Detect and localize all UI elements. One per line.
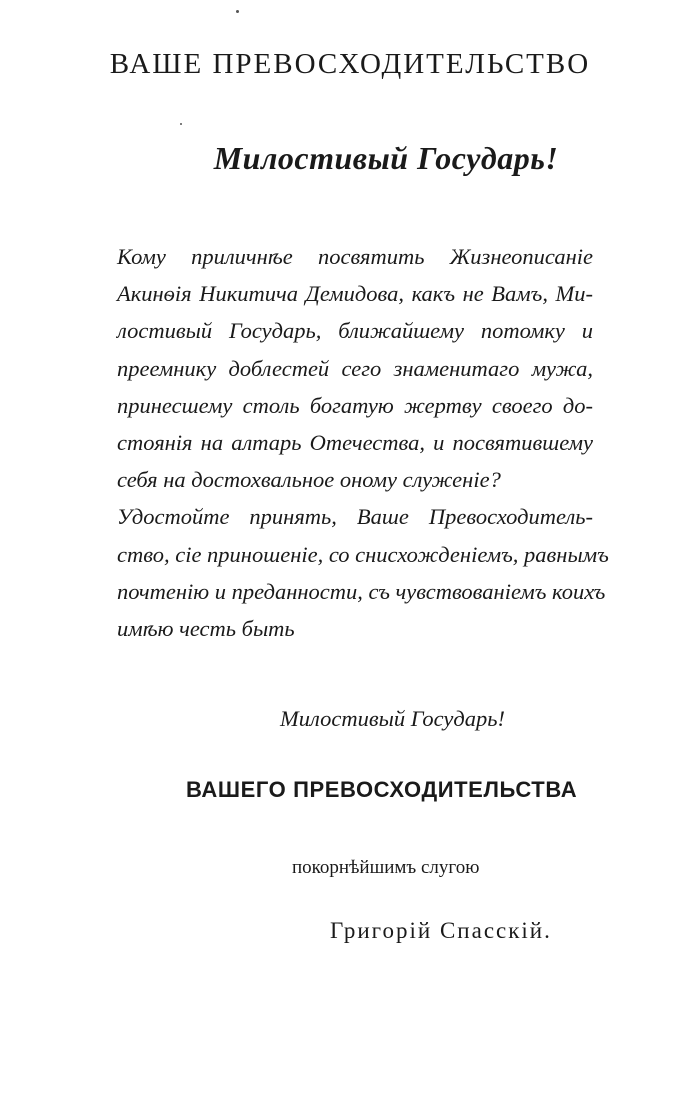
closing-title: ВАШЕГО ПРЕВОСХОДИТЕЛЬСТВА [186, 777, 578, 802]
body-line: ство, сіе приношеніе, со снисхожденіемъ, равнымъ [117, 541, 609, 567]
body-line: Удостойте принять, Ваше Превосходитель- [117, 504, 593, 530]
body-line: Акинѳія Никитича Демидова, какъ не Вамъ, Ми- [117, 281, 593, 307]
body-line: имѣю честь быть [117, 615, 295, 641]
ink-speck [236, 10, 239, 13]
closing-salutation: Милостивый Государь! [280, 706, 505, 731]
body-line: принесшему столь богатую жертву своего до- [117, 392, 593, 418]
body-line: почтенію и преданности, съ чувствованіемъ коихъ [117, 578, 606, 604]
body-line: стоянія на алтарь Отечества, и посвятившему [117, 429, 593, 455]
salutation: Милостивый Государь! [213, 140, 559, 176]
dedication-heading: ВАШЕ ПРЕВОСХОДИТЕЛЬСТВО [109, 48, 591, 80]
body-line: Кому приличнѣе посвятить Жизнеописаніе [117, 244, 593, 269]
body-line: лостивый Государь, ближайшему потомку и [117, 318, 593, 344]
body-line: преемнику доблестей сего знаменитаго мужа, [117, 355, 593, 381]
dedication-body [117, 238, 609, 647]
signature: Григорій Спасскій. [330, 918, 552, 943]
servant-line: покорнѣйшимъ слугою [292, 857, 480, 878]
ink-speck [180, 123, 182, 125]
body-line: себя на достохвальное оному служеніе? [117, 467, 501, 493]
